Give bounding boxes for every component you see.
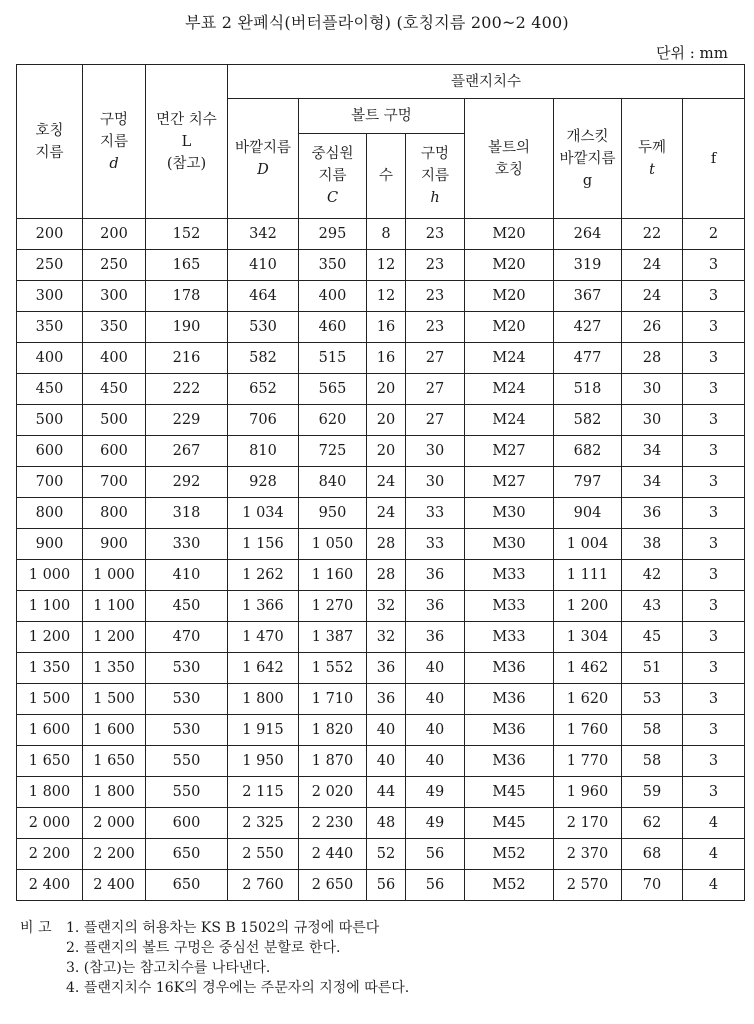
table-cell: 400 (17, 343, 83, 374)
table-cell: 2 440 (299, 839, 367, 870)
table-row (17, 436, 745, 467)
table-cell: 1 800 (17, 777, 83, 808)
table-cell: 2 (683, 219, 745, 250)
table-cell: 250 (17, 250, 83, 281)
table-cell: 350 (299, 250, 367, 281)
table-cell: 900 (17, 529, 83, 560)
table-cell: 3 (683, 560, 745, 591)
table-cell: 1 156 (228, 529, 299, 560)
table-cell: 1 366 (228, 591, 299, 622)
table-cell: 4 (683, 839, 745, 870)
table-cell: 2 000 (83, 808, 146, 839)
table-cell: 904 (554, 498, 622, 529)
table-cell: 40 (406, 715, 465, 746)
table-cell: 650 (146, 870, 228, 901)
table-cell: 700 (17, 467, 83, 498)
table-cell: 4 (683, 870, 745, 901)
table-row (17, 560, 745, 591)
table-cell: 1 000 (83, 560, 146, 591)
table-cell: 840 (299, 467, 367, 498)
table-row (17, 746, 745, 777)
table-cell: 59 (622, 777, 683, 808)
table-cell: 216 (146, 343, 228, 374)
table-cell: 2 760 (228, 870, 299, 901)
table-row (17, 622, 745, 653)
table-cell: M24 (465, 374, 554, 405)
table-cell: 264 (554, 219, 622, 250)
table-cell: 56 (406, 870, 465, 901)
table-cell: 48 (367, 808, 406, 839)
table-cell: 250 (83, 250, 146, 281)
table-cell: 28 (367, 529, 406, 560)
table-cell: 27 (406, 343, 465, 374)
table-cell: 3 (683, 467, 745, 498)
table-cell: M24 (465, 343, 554, 374)
table-cell: 1 650 (17, 746, 83, 777)
unit-label: 단위 : mm (655, 44, 728, 62)
table-row (17, 374, 745, 405)
table-cell: 229 (146, 405, 228, 436)
table-cell: 530 (146, 653, 228, 684)
note-item: 3. (참고)는 참고치수를 나타낸다. (66, 960, 271, 976)
table-cell: 3 (683, 777, 745, 808)
table-cell: M36 (465, 715, 554, 746)
table-cell: 400 (83, 343, 146, 374)
table-cell: 56 (406, 839, 465, 870)
table-cell: 1 760 (554, 715, 622, 746)
table-cell: M20 (465, 281, 554, 312)
table-cell: 367 (554, 281, 622, 312)
table-cell: 2 200 (83, 839, 146, 870)
table-cell: 1 050 (299, 529, 367, 560)
table-cell: 24 (622, 250, 683, 281)
table-cell: 30 (622, 374, 683, 405)
table-cell: 1 111 (554, 560, 622, 591)
table-cell: 1 870 (299, 746, 367, 777)
table-row (17, 312, 745, 343)
table-body (17, 219, 745, 901)
table-cell: 1 960 (554, 777, 622, 808)
table-cell: M33 (465, 560, 554, 591)
table-row (17, 870, 745, 901)
table-cell: 700 (83, 467, 146, 498)
table-cell: 2 650 (299, 870, 367, 901)
table-cell: 600 (17, 436, 83, 467)
table-cell: 222 (146, 374, 228, 405)
table-cell: 1 387 (299, 622, 367, 653)
table-cell: 40 (406, 746, 465, 777)
table-cell: 550 (146, 777, 228, 808)
table-cell: 2 400 (83, 870, 146, 901)
table-cell: 49 (406, 808, 465, 839)
table-cell: 582 (228, 343, 299, 374)
table-cell: M33 (465, 591, 554, 622)
table-cell: 20 (367, 436, 406, 467)
table-cell: 3 (683, 529, 745, 560)
table-cell: 3 (683, 312, 745, 343)
header-thickness: 두께 t (622, 99, 683, 219)
table-cell: 530 (146, 684, 228, 715)
header-nominal-diameter: 호칭 지름 (17, 65, 83, 219)
header-face-to-face: 면간 치수 L (참고) (146, 65, 228, 219)
table-cell: 34 (622, 467, 683, 498)
table-cell: 24 (367, 467, 406, 498)
table-cell: 1 552 (299, 653, 367, 684)
table-cell: 51 (622, 653, 683, 684)
table-cell: 1 262 (228, 560, 299, 591)
table-cell: 2 020 (299, 777, 367, 808)
table-cell: 36 (406, 622, 465, 653)
table-cell: 1 500 (83, 684, 146, 715)
table-cell: 27 (406, 374, 465, 405)
header-bore-diameter: 구멍 지름 d (83, 65, 146, 219)
header-bolt-holes: 볼트 구멍 (299, 99, 465, 134)
table-cell: 152 (146, 219, 228, 250)
table-cell: 350 (17, 312, 83, 343)
table-cell: 1 100 (17, 591, 83, 622)
table-cell: 2 115 (228, 777, 299, 808)
table-cell: 27 (406, 405, 465, 436)
table-cell: 3 (683, 250, 745, 281)
table-cell: 1 000 (17, 560, 83, 591)
table-cell: 40 (367, 746, 406, 777)
table-cell: 12 (367, 281, 406, 312)
table-cell: 582 (554, 405, 622, 436)
table-cell: 3 (683, 374, 745, 405)
table-cell: 410 (228, 250, 299, 281)
table-cell: 1 350 (17, 653, 83, 684)
table-cell: 1 820 (299, 715, 367, 746)
table-cell: 2 170 (554, 808, 622, 839)
table-cell: 4 (683, 808, 745, 839)
table-cell: 620 (299, 405, 367, 436)
header-flange-dimensions: 플랜지치수 (228, 65, 745, 99)
table-cell: 1 160 (299, 560, 367, 591)
table-cell: 23 (406, 312, 465, 343)
table-cell: 16 (367, 343, 406, 374)
table-cell: 460 (299, 312, 367, 343)
header-f: f (683, 99, 745, 219)
table-cell: 36 (622, 498, 683, 529)
table-cell: 500 (17, 405, 83, 436)
table-cell: 1 600 (83, 715, 146, 746)
table-cell: 518 (554, 374, 622, 405)
table-cell: 1 800 (83, 777, 146, 808)
table-cell: 1 650 (83, 746, 146, 777)
table-cell: 3 (683, 622, 745, 653)
table-cell: 600 (83, 436, 146, 467)
table-cell: 32 (367, 591, 406, 622)
table-cell: M45 (465, 808, 554, 839)
header-hole-count: 수 (367, 134, 406, 219)
table-row (17, 839, 745, 870)
header-hole-diameter: 구멍 지름 h (406, 134, 465, 219)
table-cell: 950 (299, 498, 367, 529)
table-cell: 1 304 (554, 622, 622, 653)
table-cell: M36 (465, 684, 554, 715)
table-cell: 53 (622, 684, 683, 715)
table-cell: 318 (146, 498, 228, 529)
table-cell: 1 034 (228, 498, 299, 529)
table-cell: M52 (465, 839, 554, 870)
table-row (17, 808, 745, 839)
table-cell: 2 000 (17, 808, 83, 839)
table-cell: 515 (299, 343, 367, 374)
table-row (17, 777, 745, 808)
table-cell: 3 (683, 746, 745, 777)
table-cell: 797 (554, 467, 622, 498)
table-cell: M30 (465, 529, 554, 560)
table-row (17, 591, 745, 622)
table-cell: 565 (299, 374, 367, 405)
table-cell: 300 (83, 281, 146, 312)
table-row (17, 343, 745, 374)
table-cell: M33 (465, 622, 554, 653)
table-cell: 1 600 (17, 715, 83, 746)
table-cell: 3 (683, 436, 745, 467)
table-cell: 1 200 (83, 622, 146, 653)
table-cell: 1 200 (17, 622, 83, 653)
header-gasket-outer-diameter: 개스킷 바깥지름 g (554, 99, 622, 219)
table-cell: 178 (146, 281, 228, 312)
table-cell: 1 200 (554, 591, 622, 622)
table-cell: 28 (622, 343, 683, 374)
table-cell: 810 (228, 436, 299, 467)
table-cell: 42 (622, 560, 683, 591)
table-cell: 32 (367, 622, 406, 653)
page-title: 부표 2 완폐식(버터플라이형) (호칭지름 200~2 400) (185, 13, 569, 32)
table-cell: 2 400 (17, 870, 83, 901)
table-row (17, 467, 745, 498)
table-cell: 3 (683, 715, 745, 746)
table-cell: 2 570 (554, 870, 622, 901)
table-cell: 295 (299, 219, 367, 250)
table-cell: 45 (622, 622, 683, 653)
table-cell: 1 470 (228, 622, 299, 653)
table-cell: 30 (406, 436, 465, 467)
table-cell: 3 (683, 281, 745, 312)
table-row (17, 653, 745, 684)
table-cell: M30 (465, 498, 554, 529)
table-cell: 330 (146, 529, 228, 560)
table-cell: M36 (465, 746, 554, 777)
table-row (17, 715, 745, 746)
table-cell: M45 (465, 777, 554, 808)
table-cell: 58 (622, 715, 683, 746)
table-cell: 40 (367, 715, 406, 746)
table-cell: 40 (406, 653, 465, 684)
table-cell: 34 (622, 436, 683, 467)
table-cell: 36 (406, 560, 465, 591)
table-cell: 56 (367, 870, 406, 901)
note-item: 4. 플랜지치수 16K의 경우에는 주문자의 지정에 따른다. (66, 980, 410, 996)
table-cell: 30 (406, 467, 465, 498)
table-cell: 3 (683, 343, 745, 374)
table-cell: 23 (406, 219, 465, 250)
table-cell: 706 (228, 405, 299, 436)
header-bolt-size: 볼트의 호칭 (465, 99, 554, 219)
table-cell: 22 (622, 219, 683, 250)
table-cell: 12 (367, 250, 406, 281)
table-cell: 2 370 (554, 839, 622, 870)
table-cell: 24 (622, 281, 683, 312)
table-cell: 410 (146, 560, 228, 591)
table-cell: 1 100 (83, 591, 146, 622)
table-cell: 3 (683, 498, 745, 529)
table-cell: 550 (146, 746, 228, 777)
table-row (17, 250, 745, 281)
table-cell: 200 (83, 219, 146, 250)
table-cell: 450 (17, 374, 83, 405)
table-cell: 300 (17, 281, 83, 312)
table-cell: M52 (465, 870, 554, 901)
table-cell: M36 (465, 653, 554, 684)
table-cell: M27 (465, 436, 554, 467)
table-cell: 26 (622, 312, 683, 343)
table-cell: 530 (146, 715, 228, 746)
table-cell: 1 710 (299, 684, 367, 715)
table-row (17, 281, 745, 312)
table-cell: 33 (406, 498, 465, 529)
table-cell: 30 (622, 405, 683, 436)
table-cell: 530 (228, 312, 299, 343)
table-cell: 44 (367, 777, 406, 808)
table-cell: 2 200 (17, 839, 83, 870)
table-cell: 16 (367, 312, 406, 343)
table-row (17, 529, 745, 560)
table-cell: 427 (554, 312, 622, 343)
table-row (17, 498, 745, 529)
table-cell: 3 (683, 405, 745, 436)
table-cell: 38 (622, 529, 683, 560)
table-cell: 450 (83, 374, 146, 405)
table-cell: 319 (554, 250, 622, 281)
table-cell: 1 350 (83, 653, 146, 684)
table-cell: 350 (83, 312, 146, 343)
table-cell: 800 (17, 498, 83, 529)
table-cell: 68 (622, 839, 683, 870)
table-cell: 1 915 (228, 715, 299, 746)
table-cell: 190 (146, 312, 228, 343)
table-cell: 1 642 (228, 653, 299, 684)
table-cell: 2 230 (299, 808, 367, 839)
table-cell: 800 (83, 498, 146, 529)
table-cell: 342 (228, 219, 299, 250)
table-cell: 464 (228, 281, 299, 312)
table-cell: 900 (83, 529, 146, 560)
table-cell: M20 (465, 312, 554, 343)
table-cell: 23 (406, 281, 465, 312)
table-cell: 43 (622, 591, 683, 622)
table-row (17, 219, 745, 250)
table-cell: 3 (683, 591, 745, 622)
table-cell: 62 (622, 808, 683, 839)
table-cell: 28 (367, 560, 406, 591)
table-cell: 200 (17, 219, 83, 250)
header-pitch-circle-diameter: 중심원 지름 C (299, 134, 367, 219)
notes-section (20, 918, 409, 998)
spec-table (16, 64, 745, 901)
table-cell: 600 (146, 808, 228, 839)
table-cell: 1 950 (228, 746, 299, 777)
table-cell: 477 (554, 343, 622, 374)
header-outer-diameter: 바깥지름 D (228, 99, 299, 219)
table-cell: 23 (406, 250, 465, 281)
table-cell: M20 (465, 250, 554, 281)
table-cell: 652 (228, 374, 299, 405)
table-cell: 267 (146, 436, 228, 467)
table-cell: 500 (83, 405, 146, 436)
table-cell: 24 (367, 498, 406, 529)
table-cell: 650 (146, 839, 228, 870)
note-item: 2. 플랜지의 볼트 구멍은 중심선 분할로 한다. (66, 940, 341, 956)
table-cell: 36 (367, 653, 406, 684)
table-cell: 49 (406, 777, 465, 808)
table-cell: 682 (554, 436, 622, 467)
table-cell: 470 (146, 622, 228, 653)
table-cell: 450 (146, 591, 228, 622)
table-cell: 1 462 (554, 653, 622, 684)
table-row (17, 684, 745, 715)
table-cell: 2 325 (228, 808, 299, 839)
table-cell: 70 (622, 870, 683, 901)
table-cell: 928 (228, 467, 299, 498)
table-cell: M24 (465, 405, 554, 436)
table-cell: 725 (299, 436, 367, 467)
notes-label: 비 고 (20, 920, 52, 936)
table-row (17, 405, 745, 436)
table-cell: 8 (367, 219, 406, 250)
table-cell: 400 (299, 281, 367, 312)
table-cell: 1 004 (554, 529, 622, 560)
table-cell: 1 770 (554, 746, 622, 777)
table-cell: 1 800 (228, 684, 299, 715)
table-cell: 1 620 (554, 684, 622, 715)
table-cell: 58 (622, 746, 683, 777)
table-cell: 3 (683, 653, 745, 684)
table-cell: 1 270 (299, 591, 367, 622)
table-cell: M27 (465, 467, 554, 498)
table-cell: 20 (367, 374, 406, 405)
table-cell: 165 (146, 250, 228, 281)
table-cell: 2 550 (228, 839, 299, 870)
table-cell: 20 (367, 405, 406, 436)
table-cell: 33 (406, 529, 465, 560)
table-cell: 1 500 (17, 684, 83, 715)
table-cell: 292 (146, 467, 228, 498)
table-cell: 40 (406, 684, 465, 715)
table-cell: 3 (683, 684, 745, 715)
table-cell: M20 (465, 219, 554, 250)
table-cell: 36 (367, 684, 406, 715)
note-item: 비 고 1. 플랜지의 허용차는 KS B 1502의 규정에 따른다 (20, 920, 380, 936)
table-cell: 52 (367, 839, 406, 870)
table-cell: 36 (406, 591, 465, 622)
